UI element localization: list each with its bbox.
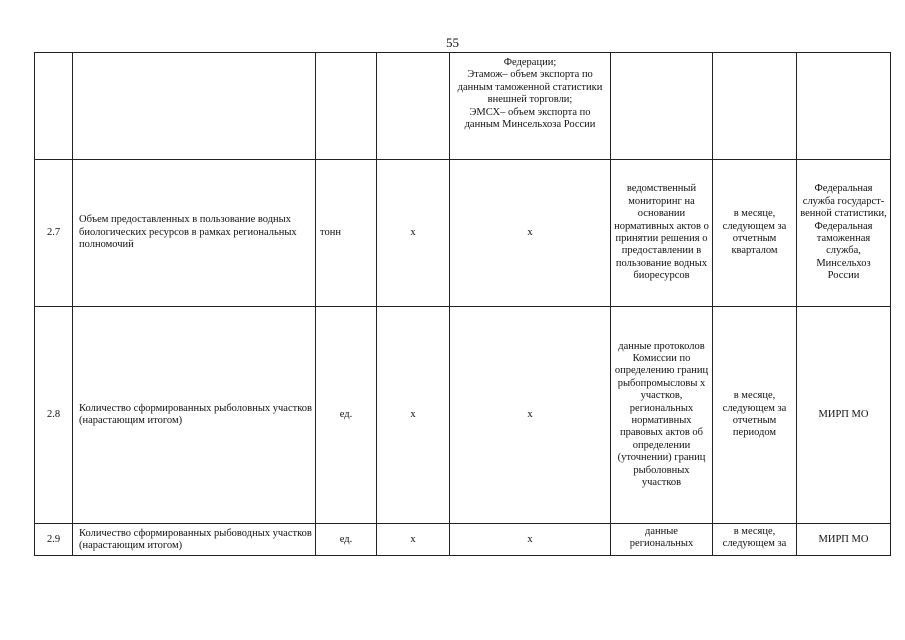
unit: ед. bbox=[316, 307, 377, 524]
deadline-text: в месяце, следующем за bbox=[722, 526, 787, 550]
cell-empty bbox=[377, 53, 450, 160]
row-number: 2.8 bbox=[35, 307, 73, 524]
cell-empty bbox=[713, 53, 797, 160]
cell-empty bbox=[797, 53, 891, 160]
unit: тонн bbox=[316, 160, 377, 307]
cell-empty bbox=[35, 53, 73, 160]
indicators-table bbox=[34, 52, 891, 556]
deadline: в месяце, следующем за отчетным периодом bbox=[713, 307, 797, 524]
indicator-name: Количество сформированных рыболовных участков (нарастающим итогом) bbox=[73, 307, 316, 524]
cell-x: х bbox=[377, 307, 450, 524]
cell-x: х bbox=[450, 160, 611, 307]
responsible: МИРП МО bbox=[797, 307, 891, 524]
cell-x: х bbox=[377, 160, 450, 307]
cell-empty bbox=[611, 53, 713, 160]
data-source bbox=[611, 524, 713, 556]
cell-x: х bbox=[450, 307, 611, 524]
deadline bbox=[713, 524, 797, 556]
table-row-continuation bbox=[35, 53, 891, 160]
row-number: 2.9 bbox=[35, 524, 73, 556]
table-row bbox=[35, 160, 891, 307]
formula-description-cell bbox=[450, 53, 611, 160]
formula-line: Федерации; bbox=[503, 57, 557, 68]
table-row bbox=[35, 524, 891, 556]
data-source-text: данные региональных bbox=[629, 526, 694, 550]
formula-line: Этамож– объем экспорта по данным таможенной статистики внешней торговли; bbox=[457, 69, 603, 106]
deadline: в месяце, следующем за отчетным кварталом bbox=[713, 160, 797, 307]
indicator-name: Объем предоставленных в пользование водных биологических ресурсов в рамках региональных полномочий bbox=[73, 160, 316, 307]
responsible: МИРП МО bbox=[797, 524, 891, 556]
row-number: 2.7 bbox=[35, 160, 73, 307]
unit: ед. bbox=[316, 524, 377, 556]
cell-empty bbox=[316, 53, 377, 160]
formula-line: ЭМСХ– объем экспорта по данным Минсельхоза России bbox=[464, 106, 596, 131]
responsible: Федеральная служба государст-венной статистики, Федеральная таможенная служба, Минсельхоз России bbox=[797, 160, 891, 307]
indicator-name: Количество сформированных рыбоводных участков (нарастающим итогом) bbox=[73, 524, 316, 556]
cell-x: х bbox=[377, 524, 450, 556]
cell-empty bbox=[73, 53, 316, 160]
cell-x: х bbox=[450, 524, 611, 556]
data-source: данные протоколов Комиссии по определению границ рыбопромысловы х участков, региональных нормативных правовых актов об определении (уточнении) границ рыболовных участков bbox=[611, 307, 713, 524]
data-source: ведомственный мониторинг на основании нормативных актов о принятии решения о предоставлении в пользование водных биоресурсов bbox=[611, 160, 713, 307]
page-number: 55 bbox=[446, 35, 459, 50]
table-row bbox=[35, 307, 891, 524]
